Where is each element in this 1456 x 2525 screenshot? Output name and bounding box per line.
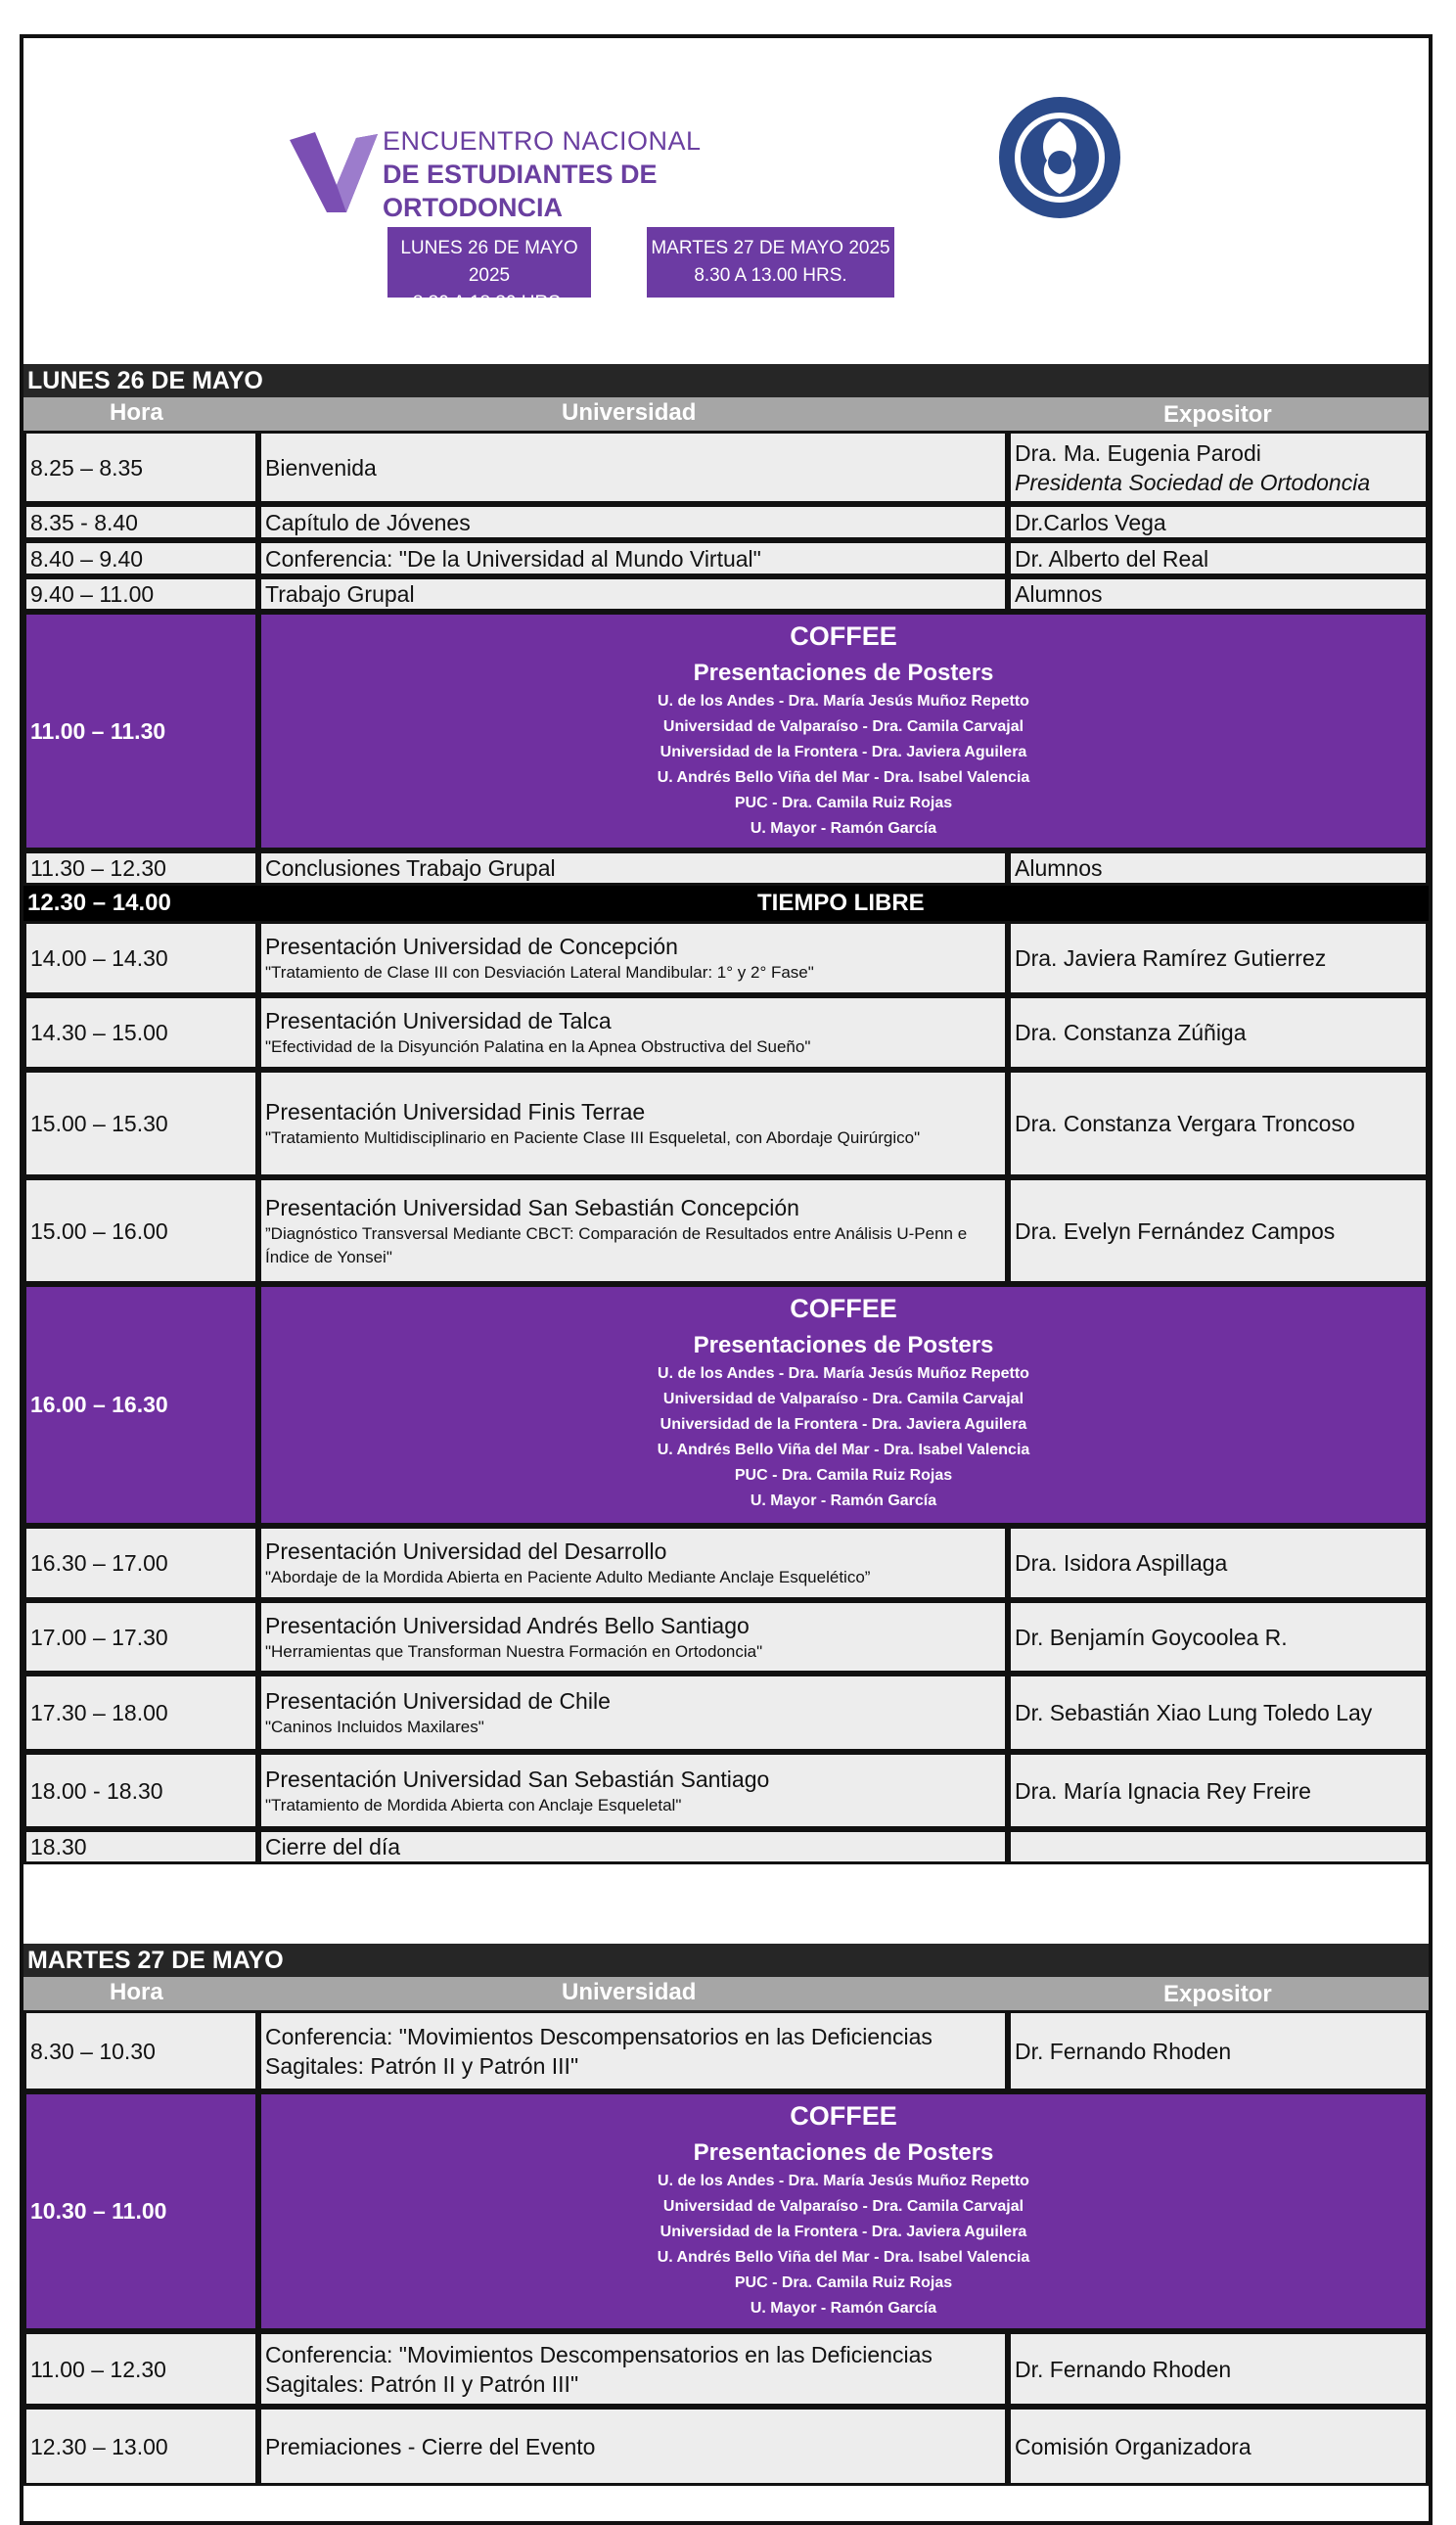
poster-item: U. de los Andes - Dra. María Jesús Muñoz Repetto xyxy=(658,2173,1029,2189)
poster-item: U. de los Andes - Dra. María Jesús Muñoz Repetto xyxy=(658,1365,1029,1382)
table-row xyxy=(23,1600,1429,1674)
poster-item: PUC - Dra. Camila Ruiz Rojas xyxy=(734,1467,953,1484)
row-title xyxy=(258,995,1008,1070)
poster-item: U. Andrés Bello Viña del Mar - Dra. Isabel Valencia xyxy=(657,769,1030,786)
table-row xyxy=(23,2407,1429,2486)
poster-item: U. Mayor - Ramón García xyxy=(750,2300,937,2317)
posters-title: Presentaciones de Posters xyxy=(693,2139,994,2166)
row-time: 11.30 – 12.30 xyxy=(23,850,258,886)
row-expositor: Dra. Isidora Aspillaga xyxy=(1008,1526,1429,1600)
row-title xyxy=(258,921,1008,995)
col-expositor: Expositor xyxy=(1163,401,1272,428)
poster-item: U. Andrés Bello Viña del Mar - Dra. Isabel Valencia xyxy=(657,2249,1030,2266)
row-title: Conferencia: "Movimientos Descompensatorios en las Deficiencias Sagitales: Patrón II y Patrón III" xyxy=(258,2331,1008,2407)
table-row xyxy=(23,540,1429,576)
row-title xyxy=(258,1600,1008,1674)
expositor-role: Presidenta Sociedad de Ortodoncia xyxy=(1015,469,1371,495)
row-time: 8.30 – 10.30 xyxy=(23,2010,258,2091)
row-expositor: Dr. Alberto del Real xyxy=(1008,540,1429,576)
presentation-subtitle: "Caninos Incluidos Maxilares" xyxy=(265,1718,484,1736)
day2-title: MARTES 27 DE MAYO xyxy=(23,1944,1429,1977)
row-time: 8.35 - 8.40 xyxy=(23,504,258,540)
presentation-title: Presentación Universidad de Talca xyxy=(265,1008,612,1033)
row-title xyxy=(258,1526,1008,1600)
row-time: 15.00 – 16.00 xyxy=(23,1177,258,1284)
presentation-subtitle: "Tratamiento Multidisciplinario en Paciente Clase III Esqueletal, con Abordaje Quirúrgico" xyxy=(265,1128,921,1147)
poster-item: Universidad de Valparaíso - Dra. Camila Carvajal xyxy=(662,718,1024,735)
day2-column-headers xyxy=(23,1977,1429,2010)
free-time-bar xyxy=(23,886,1429,921)
poster-item: Universidad de Valparaíso - Dra. Camila Carvajal xyxy=(662,1391,1024,1407)
row-expositor: Dr. Fernando Rhoden xyxy=(1008,2331,1429,2407)
day1-column-headers xyxy=(23,397,1429,431)
date-monday-hours: 8.30 A 18.30 HRS. xyxy=(412,293,567,313)
date-monday-day: LUNES 26 DE MAYO 2025 xyxy=(400,238,578,286)
coffee-title: COFFEE xyxy=(790,621,897,651)
free-time-label: TIEMPO LIBRE xyxy=(757,890,925,916)
table-row xyxy=(23,1177,1429,1284)
row-time: 16.30 – 17.00 xyxy=(23,1526,258,1600)
table-row xyxy=(23,2010,1429,2091)
row-title: Premiaciones - Cierre del Evento xyxy=(258,2407,1008,2486)
table-row xyxy=(23,2331,1429,2407)
table-row xyxy=(23,850,1429,886)
poster-item: Universidad de la Frontera - Dra. Javiera Aguilera xyxy=(660,2224,1027,2240)
event-header xyxy=(23,38,1429,364)
date-tuesday-hours: 8.30 A 13.00 HRS. xyxy=(694,265,847,286)
row-time: 14.30 – 15.00 xyxy=(23,995,258,1070)
row-expositor: Dra. Constanza Vergara Troncoso xyxy=(1008,1070,1429,1177)
poster-item: U. Mayor - Ramón García xyxy=(750,820,937,837)
row-time: 17.00 – 17.30 xyxy=(23,1600,258,1674)
row-expositor: Dr. Sebastián Xiao Lung Toledo Lay xyxy=(1008,1674,1429,1752)
row-time: 9.40 – 11.00 xyxy=(23,576,258,612)
row-expositor: Dra. María Ignacia Rey Freire xyxy=(1008,1752,1429,1829)
coffee-time: 16.00 – 16.30 xyxy=(23,1284,258,1526)
row-expositor: Dra. Evelyn Fernández Campos xyxy=(1008,1177,1429,1284)
table-row xyxy=(23,576,1429,612)
event-title xyxy=(383,124,702,224)
coffee-title: COFFEE xyxy=(790,2101,897,2131)
row-expositor: Dra. Constanza Zúñiga xyxy=(1008,995,1429,1070)
posters-title: Presentaciones de Posters xyxy=(693,660,994,686)
coffee-time: 11.00 – 11.30 xyxy=(23,612,258,850)
society-seal-icon xyxy=(996,92,1123,224)
row-time: 18.30 xyxy=(23,1829,258,1864)
table-row xyxy=(23,921,1429,995)
row-expositor: Dra. Javiera Ramírez Gutierrez xyxy=(1008,921,1429,995)
coffee-title: COFFEE xyxy=(790,1294,897,1323)
event-title-line2: DE ESTUDIANTES DE xyxy=(383,160,658,189)
row-title xyxy=(258,1070,1008,1177)
presentation-subtitle: "Abordaje de la Mordida Abierta en Paciente Adulto Mediante Anclaje Esquelético” xyxy=(265,1568,871,1586)
day1-title: LUNES 26 DE MAYO xyxy=(23,364,1429,397)
row-title xyxy=(258,1177,1008,1284)
presentation-title: Presentación Universidad Finis Terrae xyxy=(265,1099,646,1125)
poster-item: U. Mayor - Ramón García xyxy=(750,1492,937,1509)
row-expositor: Alumnos xyxy=(1008,576,1429,612)
presentation-subtitle: "Tratamiento de Clase III con Desviación Lateral Mandibular: 1° y 2° Fase" xyxy=(265,963,814,982)
poster-item: U. Andrés Bello Viña del Mar - Dra. Isabel Valencia xyxy=(657,1442,1030,1458)
presentation-title: Presentación Universidad San Sebastián Santiago xyxy=(265,1766,770,1792)
col-expositor: Expositor xyxy=(1163,1981,1272,2007)
row-title: Bienvenida xyxy=(258,431,1008,504)
date-box-tuesday xyxy=(647,227,894,298)
row-title xyxy=(258,1752,1008,1829)
row-time: 8.40 – 9.40 xyxy=(23,540,258,576)
presentation-title: Presentación Universidad Andrés Bello Santiago xyxy=(265,1612,750,1638)
table-row xyxy=(23,1674,1429,1752)
presentation-title: Presentación Universidad San Sebastián Concepción xyxy=(265,1194,799,1220)
table-row xyxy=(23,1526,1429,1600)
presentation-title: Presentación Universidad de Concepción xyxy=(265,934,678,959)
row-title: Conclusiones Trabajo Grupal xyxy=(258,850,1008,886)
expositor-name: Dra. Ma. Eugenia Parodi xyxy=(1015,439,1261,466)
poster-item: Universidad de la Frontera - Dra. Javiera Aguilera xyxy=(660,1416,1027,1433)
row-title: Conferencia: "Movimientos Descompensatorios en las Deficiencias Sagitales: Patrón II y Patrón III" xyxy=(258,2010,1008,2091)
row-title: Cierre del día xyxy=(258,1829,1008,1864)
row-time: 8.25 – 8.35 xyxy=(23,431,258,504)
row-time: 15.00 – 15.30 xyxy=(23,1070,258,1177)
date-tuesday-day: MARTES 27 DE MAYO 2025 xyxy=(651,238,890,258)
row-expositor: Dr. Fernando Rhoden xyxy=(1008,2010,1429,2091)
coffee-block xyxy=(258,2091,1429,2331)
row-expositor: Dr. Benjamín Goycoolea R. xyxy=(1008,1600,1429,1674)
row-expositor: Comisión Organizadora xyxy=(1008,2407,1429,2486)
free-time: 12.30 – 14.00 xyxy=(27,890,171,916)
col-universidad: Universidad xyxy=(562,1979,697,2005)
col-hora: Hora xyxy=(110,399,163,426)
presentation-subtitle: "Herramientas que Transforman Nuestra Formación en Ortodoncia" xyxy=(265,1641,763,1661)
row-time: 12.30 – 13.00 xyxy=(23,2407,258,2486)
presentation-subtitle: ”Diagnóstico Transversal Mediante CBCT: Comparación de Resultados entre Análisis U-Penn e Índice de Yonsei" xyxy=(265,1223,968,1266)
col-hora: Hora xyxy=(110,1979,163,2005)
poster-item: PUC - Dra. Camila Ruiz Rojas xyxy=(734,795,953,811)
event-title-line1: ENCUENTRO NACIONAL xyxy=(383,126,702,156)
event-title-line3: ORTODONCIA xyxy=(383,193,564,222)
table-row xyxy=(23,431,1429,504)
presentation-subtitle: "Tratamiento de Mordida Abierta con Anclaje Esqueletal" xyxy=(265,1795,682,1814)
coffee-block xyxy=(258,1284,1429,1526)
row-time: 14.00 – 14.30 xyxy=(23,921,258,995)
poster-item: Universidad de Valparaíso - Dra. Camila Carvajal xyxy=(662,2198,1024,2215)
row-expositor: Alumnos xyxy=(1008,850,1429,886)
table-row xyxy=(23,995,1429,1070)
date-box-monday xyxy=(387,227,591,313)
poster-item: Universidad de la Frontera - Dra. Javiera Aguilera xyxy=(660,744,1027,760)
row-time: 17.30 – 18.00 xyxy=(23,1674,258,1752)
table-row xyxy=(23,1070,1429,1177)
row-title: Capítulo de Jóvenes xyxy=(258,504,1008,540)
row-title: Trabajo Grupal xyxy=(258,576,1008,612)
row-time: 18.00 - 18.30 xyxy=(23,1752,258,1829)
presentation-subtitle: "Efectividad de la Disyunción Palatina en la Apnea Obstructiva del Sueño" xyxy=(265,1037,811,1056)
poster-item: PUC - Dra. Camila Ruiz Rojas xyxy=(734,2274,953,2291)
row-expositor xyxy=(1008,1829,1429,1864)
posters-title: Presentaciones de Posters xyxy=(693,1332,994,1358)
row-expositor: Dr.Carlos Vega xyxy=(1008,504,1429,540)
program-sheet xyxy=(20,34,1433,2525)
presentation-title: Presentación Universidad de Chile xyxy=(265,1688,611,1714)
col-universidad: Universidad xyxy=(562,399,697,426)
table-row xyxy=(23,1829,1429,1864)
row-expositor xyxy=(1008,431,1429,504)
row-title: Conferencia: "De la Universidad al Mundo Virtual" xyxy=(258,540,1008,576)
table-row xyxy=(23,1752,1429,1829)
presentation-title: Presentación Universidad del Desarrollo xyxy=(265,1538,667,1564)
row-title xyxy=(258,1674,1008,1752)
table-row xyxy=(23,504,1429,540)
coffee-block xyxy=(258,612,1429,850)
row-time: 11.00 – 12.30 xyxy=(23,2331,258,2407)
poster-item: U. de los Andes - Dra. María Jesús Muñoz Repetto xyxy=(658,693,1029,710)
v-logo-icon xyxy=(288,128,381,216)
coffee-time: 10.30 – 11.00 xyxy=(23,2091,258,2331)
